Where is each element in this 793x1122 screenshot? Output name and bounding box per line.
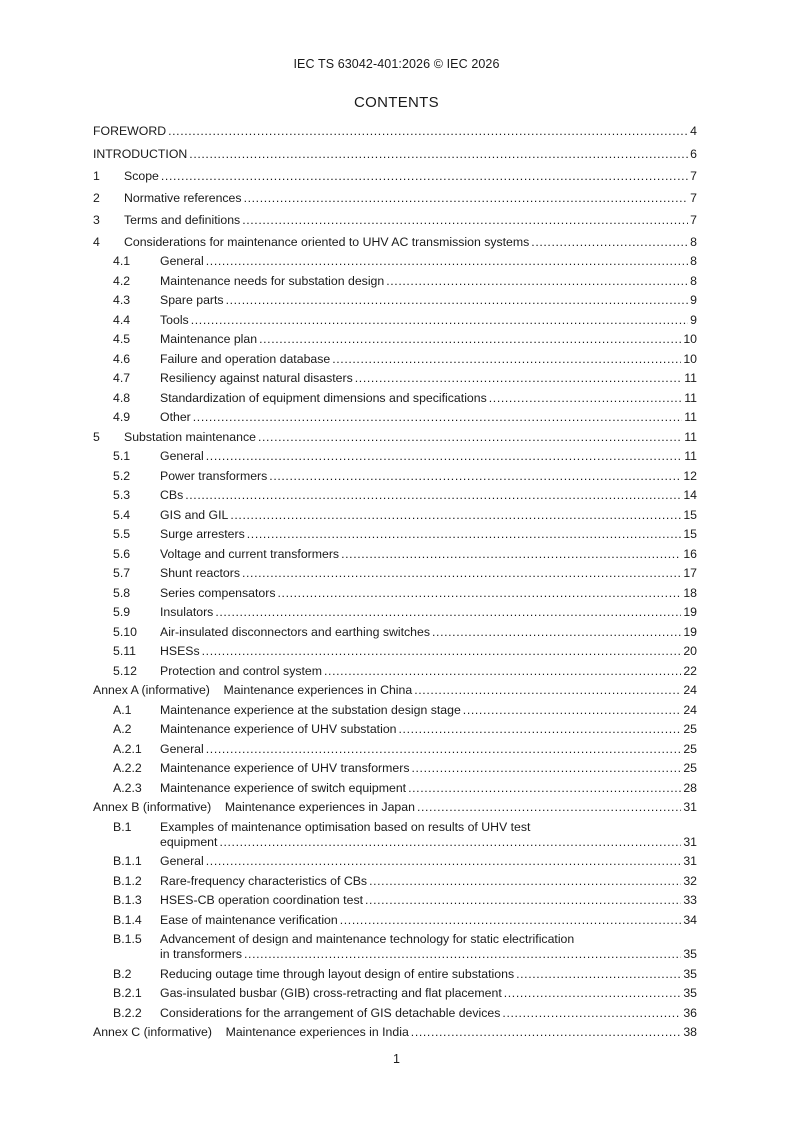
page-number: 1 [393,1052,400,1066]
toc-entry-number: A.1 [113,702,132,717]
toc-entry[interactable] [113,742,697,757]
dot-leader [489,391,682,406]
toc-entry-page: 11 [684,449,697,463]
toc-entry-number: B.1.5 [113,932,142,946]
toc-entry[interactable] [113,508,697,523]
toc-entry-page: 11 [684,390,697,405]
toc-entry-label: Protection and control system [160,663,322,678]
dot-leader [215,605,681,620]
dot-leader [202,644,682,659]
toc-entry-number: B.1.3 [113,893,142,907]
dot-leader [417,800,681,815]
toc-entry[interactable] [113,893,697,908]
toc-entry-label: GIS and GIL [160,507,229,522]
toc-entry-number: 5.9 [113,605,131,619]
dot-leader [399,722,682,737]
toc-entry[interactable] [93,235,697,250]
toc-entry-label: FOREWORD [93,124,167,138]
toc-entry-page: 38 [683,1025,697,1039]
toc-entry[interactable] [113,586,697,601]
toc-entry-label: Voltage and current transformers [160,546,340,561]
dot-leader [386,274,688,289]
toc-entry[interactable] [93,800,697,815]
toc-entry[interactable] [113,781,697,796]
toc-entry[interactable] [93,169,697,184]
toc-entry-number: 4.7 [113,371,131,385]
toc-entry-page: 8 [690,234,697,249]
toc-entry-number: 5.1 [113,449,131,463]
toc-entry-label: HSES-CB operation coordination test [160,893,364,907]
toc-entry-label-continued: in transformers [160,947,243,961]
toc-entry-number: 5.8 [113,585,131,600]
toc-entry-label-continued: equipment [160,834,218,849]
toc-entry-label: General [160,254,204,268]
toc-entry-label: Series compensators [160,585,276,600]
toc-entry[interactable] [93,124,697,139]
toc-entry-label: Rare-frequency characteristics of CBs [160,873,368,888]
toc-entry-number: B.1 [113,819,132,834]
toc-entry-page: 11 [684,429,697,444]
toc-entry[interactable] [113,293,697,308]
toc-entry-number: 4.2 [113,273,131,288]
toc-entry[interactable] [113,820,697,850]
toc-entry[interactable] [113,371,697,386]
dot-leader [414,683,681,698]
toc-entry-label: Annex C (informative) Maintenance experiences in India [93,1025,409,1039]
toc-entry[interactable] [113,332,697,347]
toc-entry-number: A.2 [113,722,132,736]
dot-leader [219,835,681,850]
toc-entry-label: Failure and operation database [160,351,331,366]
toc-entry-page: 15 [683,527,697,541]
toc-entry-page: 17 [683,566,697,580]
toc-entry-page: 22 [683,663,697,678]
toc-entry-page: 8 [690,273,697,288]
dot-leader [242,213,688,228]
toc-entry-label: Surge arresters [160,527,245,541]
toc-entry-page: 7 [690,190,697,205]
toc-entry-label: General [160,741,204,756]
toc-entry[interactable] [113,449,697,464]
toc-entry-page: 25 [683,741,697,756]
toc-entry[interactable] [93,213,697,228]
toc-entry-number: 4.8 [113,390,131,405]
dot-leader [206,854,682,869]
toc-entry-label: Advancement of design and maintenance technology for static electrification [160,932,575,946]
toc-entry-label: Air-insulated disconnectors and earthing switches [160,624,430,639]
dot-leader [185,488,681,503]
toc-entry-label: Spare parts [160,293,224,307]
toc-entry-label: Normative references [124,190,242,205]
toc-entry-page: 31 [683,854,697,868]
toc-entry-page: 28 [683,780,697,795]
toc-entry[interactable] [93,683,697,698]
toc-entry-number: 4.5 [113,332,131,346]
dot-leader [242,566,681,581]
toc-entry-label: Maintenance experience of UHV transformers [160,761,410,775]
toc-entry-number: B.2 [113,966,132,981]
toc-entry-page: 19 [683,624,697,639]
toc-entry[interactable] [113,761,697,776]
toc-entry-label: Examples of maintenance optimisation based on results of UHV test [160,819,531,834]
toc-entry-page: 7 [690,212,697,227]
dot-leader [206,254,688,269]
toc-entry[interactable] [113,874,697,889]
toc-entry-page: 18 [683,585,697,600]
toc-entry-page: 16 [683,546,697,561]
toc-entry[interactable] [113,469,697,484]
toc-entry-page: 6 [690,146,697,161]
toc-entry-number: 5.7 [113,566,131,580]
toc-entry-number: 5.12 [113,663,137,678]
dot-leader [516,967,681,982]
dot-leader [230,508,681,523]
toc-entry-label: Maintenance needs for substation design [160,273,385,288]
toc-entry[interactable] [113,913,697,928]
toc-entry-page: 24 [683,683,697,697]
toc-entry-number: 5.3 [113,488,131,502]
toc-entry-page: 15 [683,507,697,522]
toc-entry-page: 9 [690,312,697,327]
toc-entry-number: 5.5 [113,527,131,541]
toc-entry-label: Scope [124,168,159,183]
toc-entry[interactable] [113,566,697,581]
dot-leader [193,410,682,425]
toc-entry-number: 5 [93,429,100,444]
toc-entry[interactable] [93,147,697,162]
toc-entry-number: 4.6 [113,351,131,366]
toc-entry[interactable] [113,703,697,718]
toc-entry[interactable] [113,1006,697,1021]
toc-entry-number: 3 [93,212,100,227]
toc-entry[interactable] [113,664,697,679]
dot-leader [259,332,681,347]
document-header: IEC TS 63042-401:2026 © IEC 2026 [293,57,500,71]
dot-leader [189,147,688,162]
dot-leader [408,781,681,796]
toc-entry-number: 4.1 [113,254,131,268]
dot-leader [191,313,688,328]
toc-entry-label: Shunt reactors [160,566,240,580]
dot-leader [502,1006,681,1021]
dot-leader [168,124,688,139]
toc-entry-label: Maintenance experience of switch equipment [160,780,407,795]
dot-leader [206,742,682,757]
toc-entry-number: 5.11 [113,644,137,658]
toc-entry[interactable] [113,527,697,542]
toc-entry-label: Maintenance plan [160,332,258,346]
toc-entry-label: Tools [160,312,189,327]
toc-entry-page: 4 [690,124,697,138]
toc-entry-page: 8 [690,254,697,268]
toc-entry[interactable] [93,191,697,206]
toc-entry-number: A.2.2 [113,761,142,775]
toc-entry-label: CBs [160,488,184,502]
toc-entry-number: 5.4 [113,507,131,522]
dot-leader [244,947,681,962]
toc-entry-number: 5.6 [113,546,131,561]
dot-leader [244,191,689,206]
toc-entry-page: 33 [683,893,697,907]
toc-entry-number: A.2.1 [113,741,142,756]
toc-entry-number: B.1.2 [113,873,142,888]
toc-entry[interactable] [113,854,697,869]
dot-leader [463,703,682,718]
toc-entry-page: 10 [683,332,697,346]
dot-leader [278,586,682,601]
toc-entry-page: 25 [683,722,697,736]
toc-entry-number: 4.9 [113,410,131,424]
toc-entry-page: 31 [683,800,697,814]
dot-leader [504,986,682,1001]
toc-entry[interactable] [113,605,697,620]
dot-leader [411,761,681,776]
toc-entry-page: 20 [683,644,697,658]
toc-entry[interactable] [113,254,697,269]
toc-entry-page: 35 [683,966,697,981]
toc-entry-page: 35 [683,947,697,961]
toc-entry-page: 32 [683,873,697,888]
toc-entry-number: A.2.3 [113,780,142,795]
toc-entry-page: 25 [683,761,697,775]
toc-entry-label: Gas-insulated busbar (GIB) cross-retracting and flat placement [160,986,502,1000]
table-of-contents [93,124,697,1040]
toc-entry-label: Substation maintenance [124,429,256,444]
toc-entry-label: INTRODUCTION [93,146,188,161]
toc-entry[interactable] [113,274,697,289]
dot-leader [341,547,681,562]
dot-leader [411,1025,682,1040]
toc-entry[interactable] [113,391,697,406]
toc-entry-number: 5.10 [113,624,137,639]
toc-entry-label: Considerations for maintenance oriented to UHV AC transmission systems [124,234,530,249]
toc-entry-number: 5.2 [113,468,131,483]
toc-entry-page: 9 [690,293,697,307]
toc-entry[interactable] [113,932,697,962]
toc-entry-label: Resiliency against natural disasters [160,371,353,385]
dot-leader [432,625,681,640]
toc-entry-label: General [160,449,204,463]
toc-entry-label: General [160,854,204,868]
toc-entry-label: Maintenance experience at the substation design stage [160,702,461,717]
page-title: CONTENTS [354,94,439,111]
toc-entry-page: 11 [684,410,697,424]
toc-entry-number: B.1.4 [113,912,142,927]
toc-entry-label: Annex B (informative) Maintenance experiences in Japan [93,800,415,814]
toc-entry-page: 10 [683,351,697,366]
toc-entry[interactable] [113,625,697,640]
toc-entry-page: 24 [683,702,697,717]
dot-leader [531,235,688,250]
toc-entry-page: 14 [683,488,697,502]
toc-entry-label: HSESs [160,644,200,658]
toc-entry-page: 11 [684,371,697,385]
toc-entry-label: Considerations for the arrangement of GIS detachable devices [160,1005,501,1020]
dot-leader [340,913,682,928]
toc-entry-label: Standardization of equipment dimensions and specifications [160,390,487,405]
toc-entry-page: 31 [683,834,697,849]
toc-entry-label: Ease of maintenance verification [160,912,338,927]
toc-entry-label: Maintenance experience of UHV substation [160,722,397,736]
toc-entry-label: Annex A (informative) Maintenance experiences in China [93,683,413,697]
dot-leader [324,664,681,679]
dot-leader [247,527,682,542]
toc-entry-number: 4.3 [113,293,131,307]
toc-entry-page: 35 [683,986,697,1000]
toc-entry[interactable] [113,644,697,659]
toc-entry-number: B.1.1 [113,854,142,868]
toc-entry[interactable] [113,313,697,328]
toc-entry-label: Insulators [160,605,214,619]
dot-leader [355,371,682,386]
toc-entry[interactable] [113,488,697,503]
toc-entry-page: 12 [683,468,697,483]
dot-leader [369,874,681,889]
toc-entry[interactable] [113,547,697,562]
dot-leader [365,893,681,908]
toc-entry-number: B.2.2 [113,1005,142,1020]
toc-entry-number: 4 [93,234,100,249]
toc-entry-number: 4.4 [113,312,131,327]
dot-leader [258,430,682,445]
toc-entry-page: 19 [683,605,697,619]
dot-leader [226,293,689,308]
toc-entry[interactable] [113,722,697,737]
toc-entry-page: 7 [690,168,697,183]
toc-entry[interactable] [93,1025,697,1040]
toc-entry-label: Reducing outage time through layout design of entire substations [160,966,515,981]
toc-entry-number: 2 [93,190,100,205]
toc-entry-number: B.2.1 [113,986,142,1000]
toc-entry[interactable] [113,352,697,367]
dot-leader [206,449,682,464]
toc-entry[interactable] [113,410,697,425]
toc-entry-page: 36 [683,1005,697,1020]
dot-leader [332,352,681,367]
toc-entry-label: Other [160,410,191,424]
toc-entry[interactable] [113,986,697,1001]
toc-entry-label: Power transformers [160,468,268,483]
toc-entry-number: 1 [93,168,100,183]
toc-entry[interactable] [113,967,697,982]
dot-leader [269,469,681,484]
toc-entry[interactable] [93,430,697,445]
dot-leader [161,169,688,184]
toc-entry-page: 34 [683,912,697,927]
toc-entry-label: Terms and definitions [124,212,241,227]
